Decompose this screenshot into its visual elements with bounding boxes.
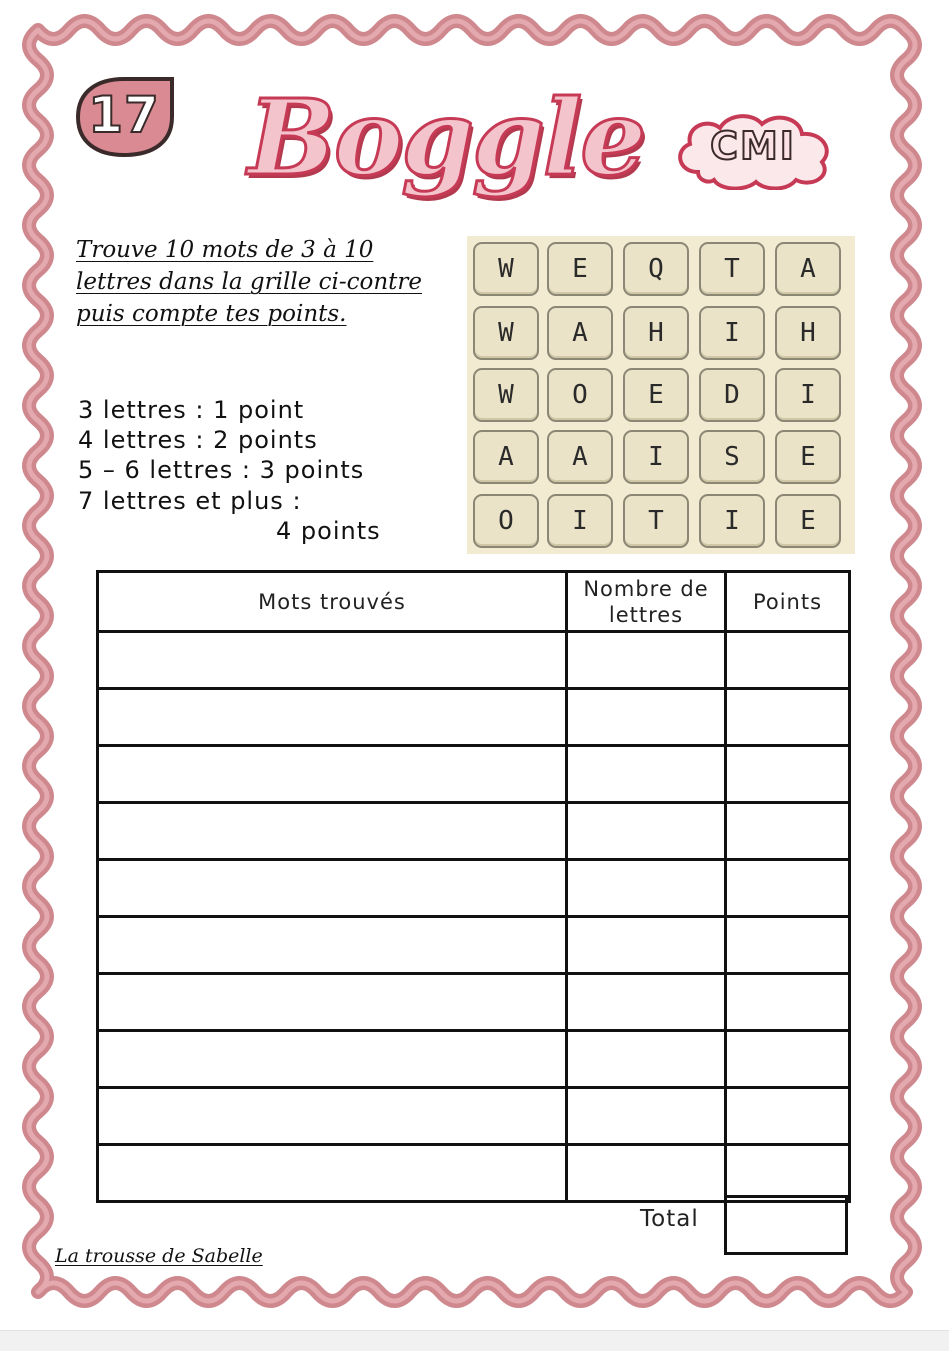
points-cell[interactable]: [726, 1145, 850, 1202]
word-cell[interactable]: [98, 974, 567, 1031]
table-row: [98, 632, 850, 689]
instructions-text: Trouve 10 mots de 3 à 10 lettres dans la grille ci-contre puis compte tes points.: [76, 237, 423, 327]
total-label: Total: [640, 1206, 699, 1232]
word-cell[interactable]: [98, 803, 567, 860]
score-rule-7-plus-points: 4 points: [276, 517, 381, 545]
footer-credit: La trousse de Sabelle: [55, 1245, 263, 1267]
grid-tile: T: [623, 494, 689, 548]
grid-tile: O: [547, 368, 613, 422]
word-cell[interactable]: [98, 746, 567, 803]
letter-count-cell[interactable]: [567, 632, 726, 689]
grid-tile: A: [547, 430, 613, 484]
answer-table: [96, 570, 851, 1203]
grid-tile: A: [547, 306, 613, 360]
grid-tile: E: [775, 494, 841, 548]
grid-tile: H: [623, 306, 689, 360]
bottom-scroll-bar: [0, 1330, 949, 1351]
word-cell[interactable]: [98, 917, 567, 974]
grid-tile: Q: [623, 242, 689, 296]
word-cell[interactable]: [98, 860, 567, 917]
grid-tile: O: [473, 494, 539, 548]
letter-count-cell[interactable]: [567, 974, 726, 1031]
grid-tile: A: [473, 430, 539, 484]
grid-tile: T: [699, 242, 765, 296]
grid-tile: E: [623, 368, 689, 422]
page-title: Boggle: [248, 76, 645, 199]
table-row: [98, 917, 850, 974]
grid-tile: E: [775, 430, 841, 484]
points-cell[interactable]: [726, 1088, 850, 1145]
letter-count-cell[interactable]: [567, 803, 726, 860]
score-rule-3: 3 lettres : 1 point: [78, 396, 305, 424]
level-label: CMI: [710, 124, 796, 168]
grid-tile: A: [775, 242, 841, 296]
word-cell[interactable]: [98, 1088, 567, 1145]
points-cell[interactable]: [726, 917, 850, 974]
grid-tile: E: [547, 242, 613, 296]
header-letter-count: Nombre de lettres: [567, 572, 726, 632]
score-rule-4: 4 lettres : 2 points: [78, 426, 318, 454]
word-cell[interactable]: [98, 1031, 567, 1088]
word-cell[interactable]: [98, 689, 567, 746]
header-points: Points: [726, 572, 850, 632]
letter-count-cell[interactable]: [567, 1088, 726, 1145]
grid-tile: I: [699, 494, 765, 548]
table-row: [98, 974, 850, 1031]
letter-count-cell[interactable]: [567, 917, 726, 974]
table-header-row: [98, 572, 850, 632]
table-row: [98, 1145, 850, 1202]
points-cell[interactable]: [726, 1031, 850, 1088]
header-words-found: Mots trouvés: [98, 572, 567, 632]
points-cell[interactable]: [726, 746, 850, 803]
sheet-number: 17: [88, 86, 160, 144]
table-row: [98, 1031, 850, 1088]
grid-tile: H: [775, 306, 841, 360]
grid-tile: W: [473, 368, 539, 422]
boggle-grid: [467, 236, 855, 554]
table-row: [98, 746, 850, 803]
grid-tile: I: [547, 494, 613, 548]
letter-count-cell[interactable]: [567, 1145, 726, 1202]
points-cell[interactable]: [726, 974, 850, 1031]
score-rule-7-plus: 7 lettres et plus :: [78, 487, 302, 515]
word-cell[interactable]: [98, 632, 567, 689]
word-cell[interactable]: [98, 1145, 567, 1202]
grid-tile: S: [699, 430, 765, 484]
table-row: [98, 860, 850, 917]
letter-count-cell[interactable]: [567, 746, 726, 803]
letter-count-cell[interactable]: [567, 860, 726, 917]
points-cell[interactable]: [726, 689, 850, 746]
points-cell[interactable]: [726, 860, 850, 917]
grid-tile: I: [775, 368, 841, 422]
grid-tile: I: [623, 430, 689, 484]
grid-tile: W: [473, 242, 539, 296]
table-row: [98, 689, 850, 746]
points-cell[interactable]: [726, 632, 850, 689]
letter-count-cell[interactable]: [567, 689, 726, 746]
score-rule-5-6: 5 – 6 lettres : 3 points: [78, 456, 365, 484]
total-box[interactable]: [724, 1195, 848, 1255]
grid-tile: D: [699, 368, 765, 422]
grid-tile: I: [699, 306, 765, 360]
table-row: [98, 1088, 850, 1145]
grid-tile: W: [473, 306, 539, 360]
letter-count-cell[interactable]: [567, 1031, 726, 1088]
points-cell[interactable]: [726, 803, 850, 860]
table-row: [98, 803, 850, 860]
